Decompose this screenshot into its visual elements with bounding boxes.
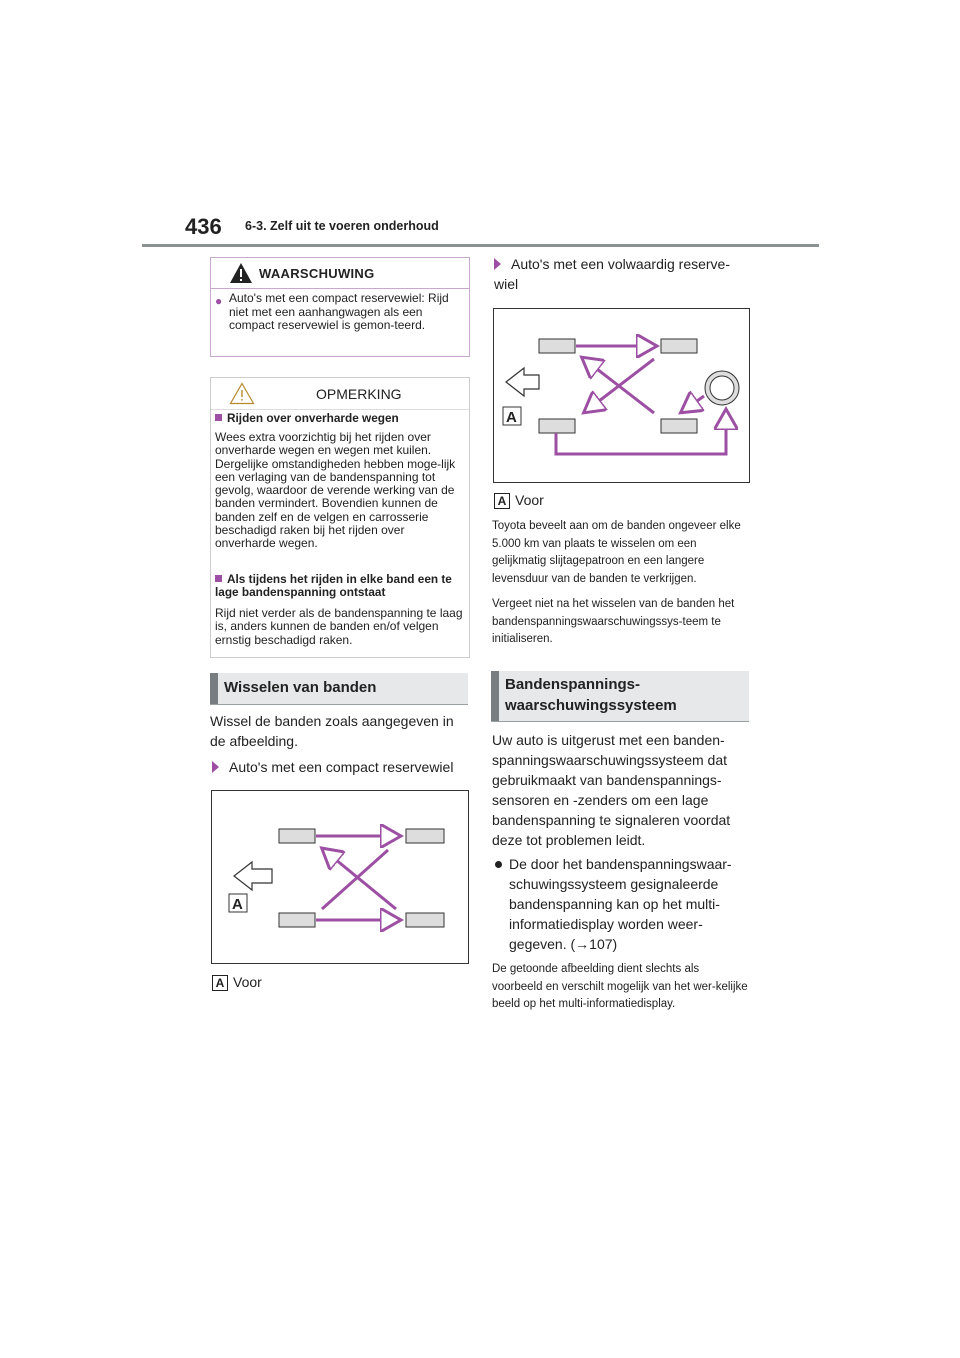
bullet-dot-icon [495,861,502,868]
note-header [211,378,469,410]
note-title: OPMERKING [316,386,402,402]
tpws-bullet: De door het bandenspanningswaar-schuwingssysteem gesignaleerde bandenspanning kan op het multi-informatiedisplay worden weer-gegeven. (→107) [509,856,732,952]
warning-triangle-icon [229,262,253,284]
triangle-bullet-icon [494,258,501,270]
note-item-heading: Als tijdens het rijden in elke band een te lage bandenspanning ontstaat [215,572,452,599]
front-direction-arrow-icon [506,368,539,396]
wisselen-intro: Wissel de banden zoals aangegeven in de afbeelding. [210,713,454,749]
rotation-reminder: Vergeet niet na het wisselen van de banden het bandenspanningswaarschuwingssys-teem te initialiseren. [492,598,735,645]
warning-bullet-icon: ● [215,294,223,308]
front-direction-arrow-icon [234,862,272,890]
caution-triangle-icon [229,382,255,405]
full-spare-label: Auto's met een volwaardig reserve-wiel [494,256,730,292]
svg-text:A: A [232,896,243,913]
legend-badge: A [212,975,228,991]
square-bullet-icon [215,414,222,421]
header-rule [142,244,819,247]
warning-header [211,258,469,289]
tpws-intro: Uw auto is uitgerust met een banden-spanningswaarschuwingssysteem dat gebruikmaakt van bandenspannings-sensoren en -zenders om een lage bandenspanning te signaleren voordat deze tot problemen leidt. [492,732,731,848]
warning-text: Auto's met een compact reservewiel: Rijd niet met een aanhangwagen als een compact reservewiel is gemon-teerd. [229,291,449,332]
legend-voor-1: A Voor [212,972,262,992]
rotation-diagram-compact [211,790,469,964]
tire-rear-left [279,913,315,927]
page-number: 436 [185,214,222,239]
tire-rear-right [406,913,444,927]
tire-front-left [279,829,315,843]
tire-front-right [406,829,444,843]
warning-box [210,257,470,357]
tpws-footnote: De getoonde afbeelding dient slechts als voorbeeld en verschilt mogelijk van het wer-kelijke beeld op het multi-informatiedisplay. [492,963,748,1010]
svg-text:A: A [506,409,517,426]
legend-voor-2: A Voor [494,490,544,510]
warning-title: WAARSCHUWING [259,266,375,281]
rotation-advice: Toyota beveelt aan om de banden ongeveer elke 5.000 km van plaats te wisselen om een gelijkmatig slijtagepatroon en een langere levensduur van de banden te verkrijgen. [492,520,741,585]
triangle-bullet-icon [212,761,219,773]
section-title: 6-3. Zelf uit te voeren onderhoud [245,219,439,233]
square-bullet-icon [215,575,222,582]
legend-badge: A [494,493,510,509]
section-heading-text: Wisselen van banden [224,679,377,696]
section-heading-text-line1: Bandenspannings- [505,676,641,693]
rotation-diagram-compact-svg [212,791,468,963]
rotation-diagram-full-svg [494,309,749,482]
compact-spare-label: Auto's met een compact reservewiel [212,757,470,777]
note-item-text: Wees extra voorzichtig bij het rijden over onverharde wegen en wegen met kuilen. Dergelijke omstandigheden hebben moge-lijk een verlaging van de bandenspanning tot gevolg, waardoor de verende werking van de banden vermindert. Bovendien kunnen de banden zelf en de velgen en carrosserie beschadigd raken bij het rijden over onverharde wegen. [215,430,456,551]
note-item-text: Rijd niet verder als de bandenspanning te laag is, anders kunnen de banden en/of velgen ernstig beschadigd raken. [215,606,463,647]
section-heading-tpws [491,671,749,722]
section-heading-wisselen [210,673,468,705]
rotation-diagram-full [493,308,750,483]
note-box [210,377,470,658]
note-item-heading: Rijden over onverharde wegen [215,412,465,425]
section-heading-text-line2: waarschuwingssysteem [505,697,677,714]
